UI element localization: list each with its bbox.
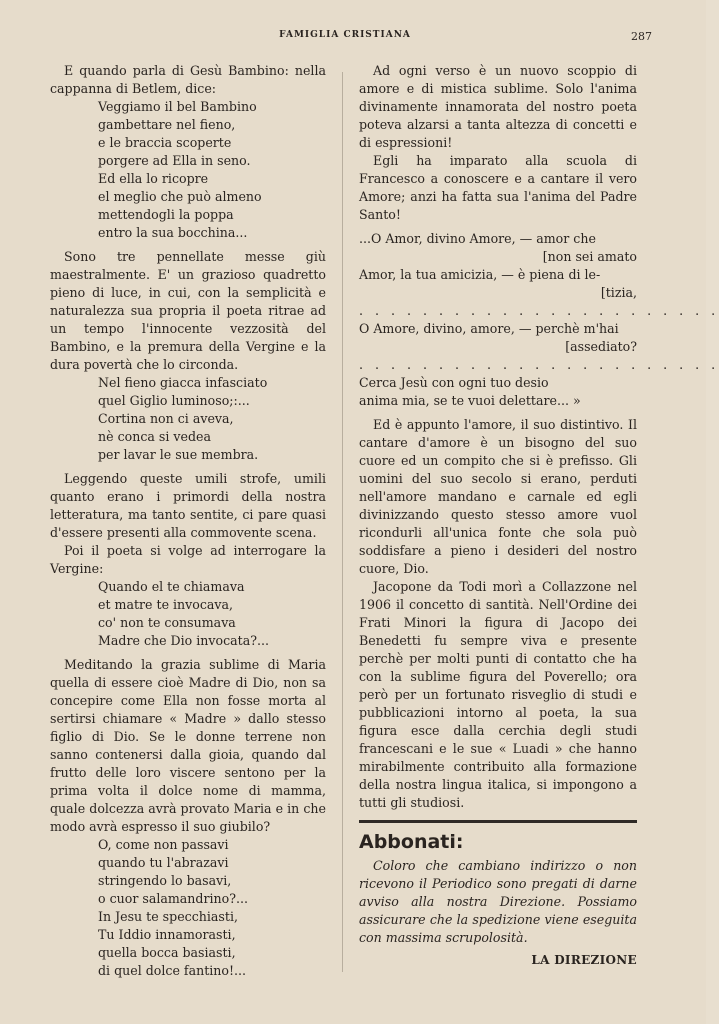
verse-line: el meglio che può almeno: [98, 189, 262, 204]
notice-text: Coloro che cambiano indirizzo o non ricevono il Periodico sono pregati di darne avviso alla nostra Direzione. Possiamo assicurare che la spedizione viene eseguita con massima scrupolosità.: [359, 858, 637, 945]
verse-continuation: [tizia,: [600, 285, 637, 300]
verse-line: Nel fieno giacca infasciato: [98, 375, 268, 390]
verse-line: mettendogli la poppa: [98, 207, 234, 222]
verse-line: per lavar le sue membra.: [98, 447, 259, 462]
paragraph: Leggendo queste umili strofe, umili quanto erano i primordi della nostra letteratura, ma tanto sentite, ci pare quasi d'essere presenti alla commovente scena.: [50, 471, 326, 540]
verse-continuation: [non sei amato: [542, 249, 637, 264]
verse-line: ...O Amor, divino Amore, — amor che: [359, 231, 596, 246]
verse-block: [98, 836, 326, 980]
verse-line: Quando el te chiamava: [98, 579, 245, 594]
verse-line: Tu Iddio innamorasti,: [98, 927, 236, 942]
verse-line: quella bocca basiasti,: [98, 945, 236, 960]
verse-line: Cerca Jesù con ogni tuo desio: [359, 375, 549, 390]
paragraph: Ed è appunto l'amore, il suo distintivo. Il cantare d'amore è un bisogno del suo cuore ed un compito che si è prefisso. Gli uomini del suo secolo si erano, perduti nell'amore mandano e carnale ed egli divinizzando questo stesso amore vuol ricondurli all'unica fonte che sola può soddisfare a pieno i desideri del nostro cuore, Dio.: [359, 417, 637, 576]
verse-line: Madre che Dio invocata?...: [98, 633, 269, 648]
verse-line: O Amore, divino, amore, — perchè m'hai: [359, 321, 619, 336]
section-rule: [359, 820, 637, 823]
verse-line: et matre te invocava,: [98, 597, 234, 612]
paragraph: Meditando la grazia sublime di Maria quella di essere cioè Madre di Dio, non sa concepire come Ella non fosse morta al sertirsi chiamare « Madre » dallo stesso figlio di Dio. Se le donne terrene non sanno contenersi dalla gioia, quando dal frutto delle loro viscere sentono per la prima volta il dolce nome di mamma, quale dolcezza avrà provato Maria e in che modo avrà espresso il suo giubilo?: [50, 657, 326, 834]
column-divider: [342, 72, 343, 972]
verse-line: Veggiamo il bel Bambino: [98, 99, 257, 114]
paragraph: Egli ha imparato alla scuola di Francesco a conoscere e a cantare il vero Amore; anzi ha fatta sua l'anima del Padre Santo!: [359, 153, 637, 222]
ellipsis-row: . . . . . . . . . . . . . . . . . . . . . . .: [359, 357, 719, 372]
paragraph: Jacopone da Todi morì a Collazzone nel 1906 il concetto di santità. Nell'Ordine dei Frati Minori la figura di Jacopo dei Benedetti fu sempre viva e presente perchè per molti punti di contatto che ha con la sublime figura del Poverello; ora però per un fortunato risveglio di studi e pubblicazioni intorno al poeta, la sua figura esce dalla cerchia degli studi francescani e le sue « Luadi » che hanno mirabilmente contribuito alla formazione della nostra lingua italica, si impongono a tutti gli studiosi.: [359, 579, 637, 810]
verse-line: stringendo lo basavi,: [98, 873, 232, 888]
running-title: FAMIGLIA CRISTIANA: [279, 30, 411, 40]
verse-block: [98, 98, 326, 242]
verse-line: gambettare nel fieno,: [98, 117, 236, 132]
paragraph: Poi il poeta si volge ad interrogare la Vergine:: [50, 543, 326, 576]
paragraph: Ad ogni verso è un nuovo scoppio di amore e di mistica sublime. Solo l'anima divinamente innamorata del nostro poeta poteva alzarsi a tanta altezza di concetti e di espressioni!: [359, 63, 637, 150]
verse-line: Amor, la tua amicizia, — è piena di le-: [359, 267, 601, 282]
verse-line: o cuor salamandrino?...: [98, 891, 248, 906]
ellipsis-row: . . . . . . . . . . . . . . . . . . . . . . .: [359, 303, 719, 318]
verse-line: nè conca si vedea: [98, 429, 211, 444]
verse-block: [98, 578, 326, 650]
paragraph: Sono tre pennellate messe giù maestralmente. E' un grazioso quadretto pieno di luce, in cui, con la semplicità e naturalezza sua propria il poeta ritrae ad un tempo l'innocente vezzosità del Bambino, e la premura della Vergine e la dura povertà che lo circonda.: [50, 249, 326, 372]
verse-line: porgere ad Ella in seno.: [98, 153, 251, 168]
page-number: 287: [631, 30, 652, 43]
verse-line: entro la sua bocchina...: [98, 225, 248, 240]
verse-line: di quel dolce fantino!...: [98, 963, 247, 978]
verse-line: quando tu l'abrazavi: [98, 855, 229, 870]
verse-block: [359, 230, 719, 410]
verse-line: Ed ella lo ricopre: [98, 171, 209, 186]
verse-line: In Jesu te specchiasti,: [98, 909, 238, 924]
paragraph: E quando parla di Gesù Bambino: nella cappanna di Betlem, dice:: [50, 63, 326, 96]
verse-line: e le braccia scoperte: [98, 135, 232, 150]
verse-line: anima mia, se te vuoi delettare... »: [359, 393, 581, 408]
right-column: [359, 62, 719, 969]
verse-line: O, come non passavi: [98, 837, 229, 852]
left-column: [50, 62, 326, 980]
verse-line: Cortina non ci aveva,: [98, 411, 234, 426]
page-header: [50, 30, 652, 46]
signature: LA DIREZIONE: [531, 953, 637, 967]
verse-block: [98, 374, 326, 464]
verse-line: quel Giglio luminoso;:...: [98, 393, 250, 408]
notice-heading: Abbonati:: [359, 831, 464, 853]
verse-continuation: [assediato?: [565, 339, 637, 354]
verse-line: co' non te consumava: [98, 615, 236, 630]
